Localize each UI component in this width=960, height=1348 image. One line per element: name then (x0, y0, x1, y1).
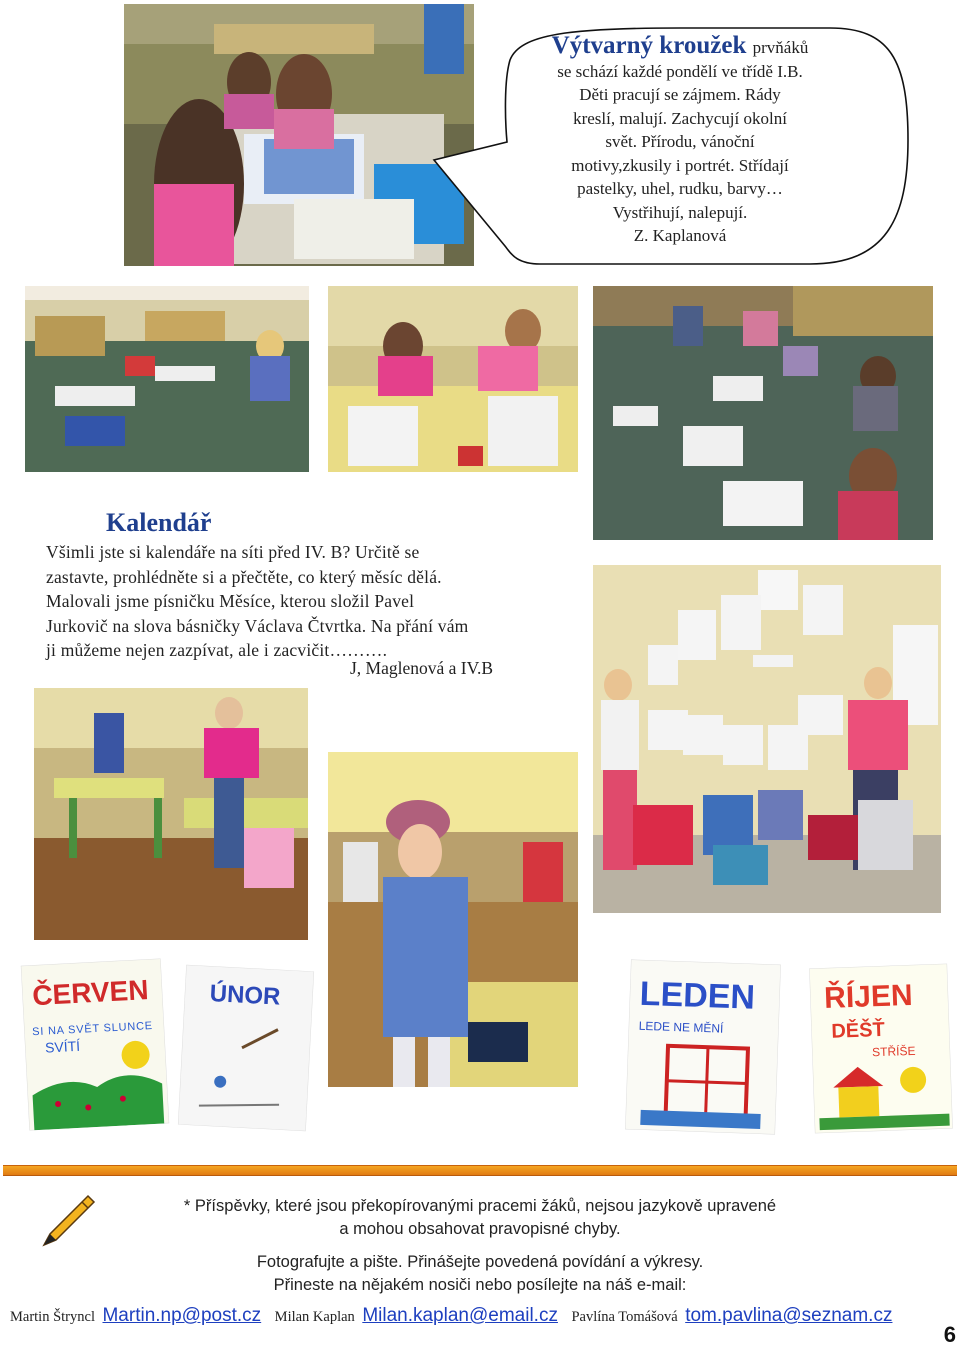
paragraph-line: ji můžeme nejen zazpívat, ale i zacvičit………. (46, 640, 388, 660)
svg-text:DĚŠŤ: DĚŠŤ (831, 1018, 886, 1043)
invitation-text (120, 1251, 840, 1297)
kalendar-paragraph (46, 540, 546, 663)
contact-name: Pavlína Tomášová (571, 1309, 678, 1325)
bubble-line: pastelky, uhel, rudku, barvy… (577, 179, 783, 198)
contact-email-link[interactable]: tom.pavlina@seznam.cz (685, 1305, 893, 1326)
photo-art-club (124, 4, 474, 266)
drawing-cerven (21, 958, 169, 1130)
photo-girl-with-hat (328, 752, 578, 1087)
svg-text:ÚNOR: ÚNOR (209, 980, 282, 1011)
kalendar-signature: J, Maglenová a IV.B (350, 658, 494, 678)
drawing-leden (625, 959, 781, 1134)
paragraph-line: Jurkovič na slova básničky Václava Čtvrtka. Na přání vám (46, 615, 469, 636)
photo-girl-in-classroom (34, 688, 308, 940)
contact-name: Milan Kaplan (274, 1309, 355, 1325)
bubble-line: svět. Přírodu, vánoční (605, 132, 755, 151)
invite-line: Přineste na nějakém nosiči nebo posílejte na náš e-mail: (273, 1276, 687, 1294)
contact-email-link[interactable]: Milan.kaplan@email.cz (362, 1305, 558, 1326)
drawing-rijen (809, 964, 953, 1134)
paragraph-line: Všimli jste si kalendáře na síti před IV. B? Určitě se (46, 542, 420, 562)
svg-text:ČERVEN: ČERVEN (31, 974, 150, 1012)
divider (3, 1165, 957, 1176)
bubble-line: kreslí, malují. Zachycují okolní (573, 108, 787, 128)
bubble-line: Děti pracují se zájmem. Rády (579, 85, 781, 104)
bubble-line: prvňáků (752, 38, 809, 57)
bubble-line: motivy,zkusily i portrét. Střídají (571, 155, 789, 175)
paragraph-line: Malovali jsme písničku Měsíce, kterou složil Pavel (46, 591, 415, 611)
photo-calendar-wall (593, 565, 941, 913)
svg-text:SI NA SVĚT SLUNCE: SI NA SVĚT SLUNCE (31, 1019, 153, 1039)
photo-kids-on-carpet (593, 286, 933, 540)
bubble-line: Vystřihují, nalepují. (612, 202, 748, 222)
photo-classroom-floor (25, 286, 309, 472)
pen-icon (36, 1190, 96, 1250)
contact-name: Martin Štryncl (10, 1309, 95, 1325)
invite-line: Fotografujte a pište. Přinášejte povedená povídání a výkresy. (256, 1253, 704, 1271)
section-heading: Kalendář (106, 508, 212, 537)
svg-text:ŘÍJEN: ŘÍJEN (823, 978, 914, 1015)
page-number: 6 (943, 1322, 956, 1347)
paragraph-line: zastavte, prohlédněte si a přečtěte, co který měsíc dělá. (46, 566, 442, 587)
disclaimer-note (120, 1195, 840, 1241)
svg-text:LEDE NE MĚNÍ: LEDE NE MĚNÍ (638, 1018, 724, 1036)
photo-girls-drawing (328, 286, 578, 472)
drawing-unor (178, 965, 314, 1131)
svg-text:STŘÍŠE: STŘÍŠE (871, 1043, 916, 1060)
speech-bubble (430, 20, 920, 270)
contacts-row (10, 1305, 950, 1327)
svg-text:SVÍTÍ: SVÍTÍ (44, 1037, 81, 1056)
note-line: a mohou obsahovat pravopisné chyby. (339, 1220, 621, 1238)
bubble-line: se schází každé pondělí ve třídě I.B. (557, 61, 803, 81)
bubble-signature: Z. Kaplanová (633, 226, 727, 245)
contact-email-link[interactable]: Martin.np@post.cz (102, 1305, 262, 1326)
svg-text:LEDEN: LEDEN (639, 974, 756, 1017)
bubble-title: Výtvarný kroužek (551, 32, 753, 59)
note-line: * Příspěvky, které jsou překopírovanými pracemi žáků, nejsou jazykově upravené (183, 1197, 777, 1215)
